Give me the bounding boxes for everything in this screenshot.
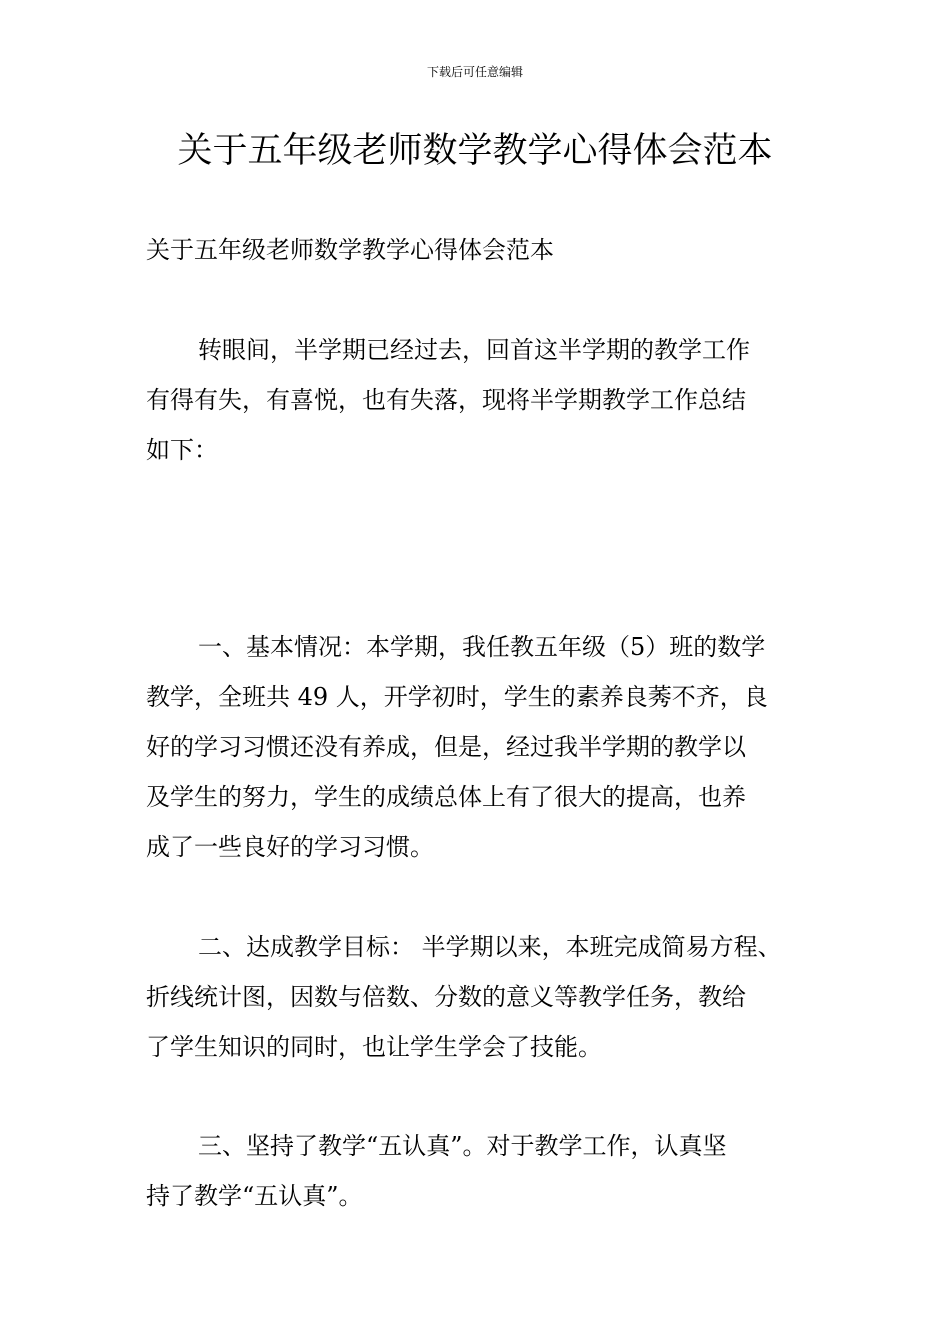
header-note: 下载后可任意编辑 — [426, 65, 523, 79]
paragraph-intro: 转眼间，半学期已经过去，回首这半学期的教学工作 有得有失，有喜悦，也有失落，现将半学期教学工作总结 如下： — [146, 336, 750, 464]
document-subtitle: 关于五年级老师数学教学心得体会范本 — [146, 236, 554, 264]
document-title: 关于五年级老师数学教学心得体会范本 — [177, 131, 773, 171]
paragraph-five-earnest: 三、坚持了教学“五认真”。对于教学工作，认真坚 持了教学“五认真”。 — [146, 1132, 727, 1210]
paragraph-teaching-goals: 二、达成教学目标： 半学期以来，本班完成简易方程、 折线统计图，因数与倍数、分数的意义等教学任务，教给 了学生知识的同时，也让学生学会了技能。 — [146, 933, 782, 1061]
paragraph-basic-situation: 一、基本情况：本学期，我任教五年级（5）班的数学 教学，全班共 49 人，开学初时，学生的素养良莠不齐，良 好的学习习惯还没有养成，但是，经过我半学期的教学以 及学生的努力，学生的成绩总体上有了很大的提高，也养 成了一些良好的学习习惯。 — [146, 633, 768, 861]
